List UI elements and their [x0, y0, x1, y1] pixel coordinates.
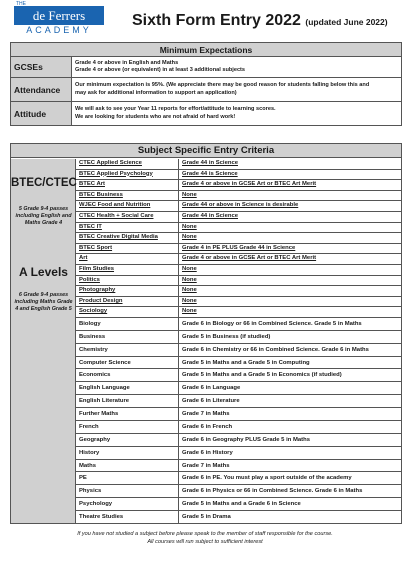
subject-cell: BTEC Creative Digital Media	[76, 233, 179, 244]
requirement-cell: None	[179, 265, 401, 276]
requirement-cell: Grade 6 in Physics or 66 in Combined Science. Grade 6 in Maths	[179, 485, 401, 498]
alevels-section-title: A Levels	[19, 265, 68, 279]
footer-note	[0, 530, 410, 546]
subject-cell: English Language	[76, 382, 179, 395]
subject-cell: BTEC Sport	[76, 244, 179, 255]
table-row	[76, 180, 401, 191]
table-row	[11, 78, 402, 102]
requirement-cell: Grade 6 in Biology or 66 in Combined Science. Grade 5 in Maths	[179, 318, 401, 331]
table-row	[76, 408, 401, 421]
entry-criteria-heading: Subject Specific Entry Criteria	[11, 144, 401, 158]
subject-cell: BTEC Art	[76, 180, 179, 191]
footer-line: All courses will run subject to sufficient interest	[147, 539, 263, 545]
requirement-cell: Grade 6 in PE. You must play a sport outside of the academy	[179, 472, 401, 485]
table-row	[76, 511, 401, 524]
subject-cell: Art	[76, 254, 179, 265]
subject-cell: CTEC Health + Social Care	[76, 212, 179, 223]
requirement-cell: Grade 4 in PE PLUS Grade 44 in Science	[179, 244, 401, 255]
table-row	[76, 318, 401, 331]
text-line: We are looking for students who are not afraid of hard work!	[75, 113, 236, 120]
academy-logo	[14, 1, 104, 36]
requirement-cell: Grade 6 in Literature	[179, 395, 401, 408]
requirement-cell: Grade 44 is Science	[179, 170, 401, 181]
subject-cell: Sociology	[76, 307, 179, 318]
table-row	[76, 498, 401, 511]
requirement-cell: None	[179, 276, 401, 287]
row-label: Attendance	[11, 78, 72, 102]
min-expectations-heading: Minimum Expectations	[11, 43, 402, 57]
table-row	[76, 421, 401, 434]
requirement-cell: None	[179, 223, 401, 234]
page-title	[132, 12, 388, 30]
btec-section-note: 5 Grade 9-4 passes including English and Maths Grade 4	[15, 206, 72, 226]
text-line: Grade 4 or above in English and Maths	[75, 59, 179, 66]
subject-cell: Product Design	[76, 297, 179, 308]
subject-cell: Computer Science	[76, 357, 179, 370]
table-row	[76, 286, 401, 297]
text-line: may ask for additional information to support an application)	[75, 89, 237, 96]
table-row	[76, 244, 401, 255]
requirement-cell: Grade 6 in Geography PLUS Grade 5 in Maths	[179, 434, 401, 447]
subject-cell: Biology	[76, 318, 179, 331]
subject-cell: Politics	[76, 276, 179, 287]
requirement-cell: Grade 4 or above in GCSE Art or BTEC Art Merit	[179, 180, 401, 191]
subject-cell: BTEC Business	[76, 191, 179, 202]
table-row	[76, 395, 401, 408]
subject-cell: WJEC Food and Nutrition	[76, 201, 179, 212]
table-row	[76, 201, 401, 212]
btec-section-title: BTEC/CTEC	[11, 177, 77, 189]
requirement-cell: None	[179, 297, 401, 308]
subject-cell: French	[76, 421, 179, 434]
page-header	[0, 0, 410, 40]
row-text	[72, 102, 402, 126]
requirement-cell: None	[179, 191, 401, 202]
subject-cell: Physics	[76, 485, 179, 498]
table-row	[76, 265, 401, 276]
table-row	[76, 297, 401, 308]
table-row	[76, 460, 401, 473]
table-row	[76, 212, 401, 223]
requirement-cell: Grade 5 in Maths and a Grade 6 in Science	[179, 498, 401, 511]
requirement-cell: Grade 6 in French	[179, 421, 401, 434]
entry-criteria-table	[10, 143, 402, 524]
subject-cell: English Literature	[76, 395, 179, 408]
logo-name: de Ferrers	[32, 8, 86, 23]
table-row	[76, 233, 401, 244]
subject-cell: Photography	[76, 286, 179, 297]
requirement-cell: Grade 44 or above in Science is desirable	[179, 201, 401, 212]
requirement-cell: Grade 5 in Drama	[179, 511, 401, 524]
section-label-column	[11, 159, 76, 523]
requirement-cell: Grade 6 in Chemistry or 66 in Combined Science. Grade 6 in Maths	[179, 344, 401, 357]
subject-cell: Chemistry	[76, 344, 179, 357]
table-row	[76, 447, 401, 460]
table-row	[76, 434, 401, 447]
subject-cell: Psychology	[76, 498, 179, 511]
logo-the: THE	[16, 1, 26, 7]
minimum-expectations-table	[10, 42, 402, 126]
requirement-cell: Grade 7 in Maths	[179, 408, 401, 421]
table-row	[76, 276, 401, 287]
subject-cell: Maths	[76, 460, 179, 473]
table-row	[76, 382, 401, 395]
requirement-cell: None	[179, 286, 401, 297]
table-row	[76, 159, 401, 170]
subject-cell: Economics	[76, 369, 179, 382]
row-label: Attitude	[11, 102, 72, 126]
table-row	[76, 344, 401, 357]
subject-cell: Further Maths	[76, 408, 179, 421]
subject-cell: BTEC IT	[76, 223, 179, 234]
requirement-cell: Grade 7 in Maths	[179, 460, 401, 473]
text-line: Grade 4 or above (or equivalent) in at least 3 additional subjects	[75, 67, 246, 73]
row-label: GCSEs	[11, 57, 72, 78]
requirement-cell: None	[179, 233, 401, 244]
table-row	[11, 102, 402, 126]
table-row	[76, 170, 401, 181]
table-row	[76, 191, 401, 202]
requirement-cell: None	[179, 307, 401, 318]
alevels-section-note: 6 Grade 9-4 passes including Maths Grade 4 and English Grade 5	[14, 292, 73, 312]
row-text	[72, 57, 402, 78]
requirement-cell: Grade 44 in Science	[179, 212, 401, 223]
requirement-cell: Grade 5 in Business (if studied)	[179, 331, 401, 344]
table-row	[76, 307, 401, 318]
table-row	[11, 57, 402, 78]
subject-cell: Film Studies	[76, 265, 179, 276]
text-line: We will ask to see your Year 11 reports for effort/attitude to learning scores.	[75, 106, 276, 112]
requirement-cell: Grade 6 in Language	[179, 382, 401, 395]
table-row	[76, 369, 401, 382]
text-line: Our minimum expectation is 95%. (We appreciate there may be good reason for students falling below this and	[75, 82, 370, 88]
table-row	[76, 223, 401, 234]
subject-cell: BTEC Applied Psychology	[76, 170, 179, 181]
subject-cell: Geography	[76, 434, 179, 447]
table-row	[76, 254, 401, 265]
logo-academy: ACADEMY	[26, 25, 92, 35]
title-updated: (updated June 2022)	[305, 17, 388, 27]
subject-cell: Business	[76, 331, 179, 344]
row-text	[72, 78, 402, 102]
table-row	[76, 472, 401, 485]
table-row	[76, 485, 401, 498]
requirement-cell: Grade 5 in Maths and a Grade 5 in Computing	[179, 357, 401, 370]
subject-cell: CTEC Applied Science	[76, 159, 179, 170]
subject-cell: History	[76, 447, 179, 460]
requirement-cell: Grade 5 in Maths and a Grade 5 in Economics (if studied)	[179, 369, 401, 382]
requirement-cell: Grade 6 in History	[179, 447, 401, 460]
subject-cell: PE	[76, 472, 179, 485]
footer-line: If you have not studied a subject before please speak to the member of staff responsible for the course.	[77, 531, 333, 537]
title-main: Sixth Form Entry 2022	[132, 12, 301, 29]
table-row	[76, 331, 401, 344]
requirement-cell: Grade 4 or above in GCSE Art or BTEC Art Merit	[179, 254, 401, 265]
requirement-cell: Grade 44 in Science	[179, 159, 401, 170]
table-row	[76, 357, 401, 370]
subject-cell: Theatre Studies	[76, 511, 179, 524]
